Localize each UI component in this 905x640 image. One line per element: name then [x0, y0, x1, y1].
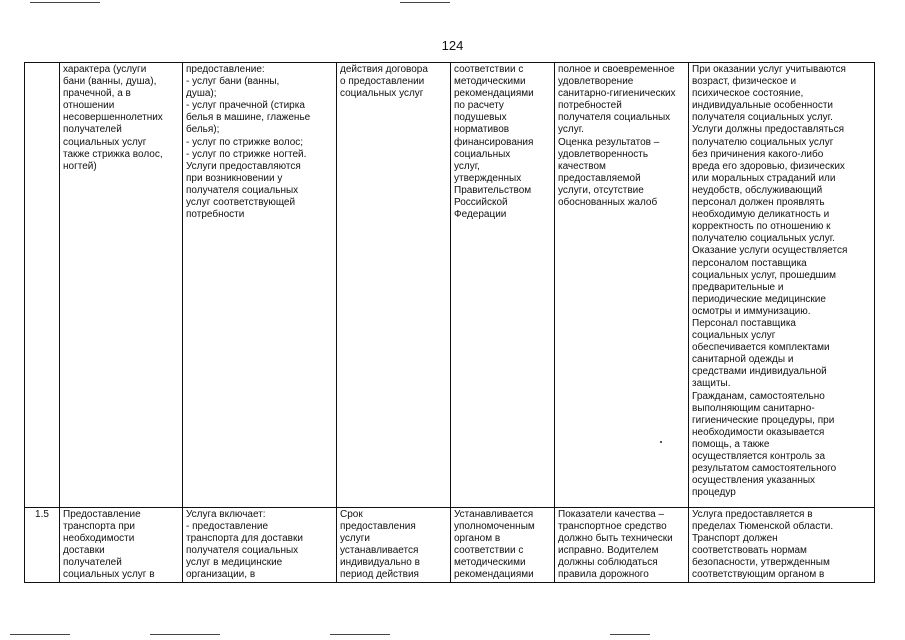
- quality-indicators-cell: Показатели качества – транспортное средство должно быть технически исправно. Водителем должны соблюдаться правила дорожного: [555, 508, 689, 583]
- scan-edge-line: [610, 634, 650, 635]
- page-number: 124: [441, 38, 464, 53]
- scan-edge-line: [400, 2, 450, 3]
- service-description-cell: Услуга включает: - предоставление транспорта для доставки получателя социальных услуг в медицинские организации, в: [183, 508, 337, 583]
- service-name-cell: Предоставление транспорта при необходимости доставки получателей социальных услуг в: [60, 508, 183, 583]
- conditions-cell: Услуга предоставляется в пределах Тюменской области. Транспорт должен соответствовать нормам безопасности, утвержденным соответствующим органом в: [689, 508, 875, 583]
- table-row: [25, 508, 875, 583]
- service-name-cell: характера (услуги бани (ванны, душа), прачечной, а в отношении несовершеннолетних получателей социальных услуг также стрижка волос, ногтей): [60, 63, 183, 508]
- scan-speck: [660, 441, 662, 443]
- service-description-cell: предоставление: - услуг бани (ванны, душа); - услуг прачечной (стирка белья в машине, глаженье белья); - услуг по стрижке волос; - услуг по стрижке ногтей. Услуги предоставляются при возникновении у получателя социальных услуг соответствующей потребности: [183, 63, 337, 508]
- service-cost-cell: Устанавливается уполномоченным органом в соответствии с методическими рекомендациями: [451, 508, 555, 583]
- quality-indicators-cell: полное и своевременное удовлетворение санитарно-гигиенических потребностей получателя социальных услуг. Оценка результатов – удовлетворенность качеством предоставляемой услуги, отсутствие обоснованных жалоб: [555, 63, 689, 508]
- service-term-cell: действия договора о предоставлении социальных услуг: [337, 63, 451, 508]
- scan-edge-line: [10, 634, 70, 635]
- row-number-cell: 1.5: [25, 508, 60, 583]
- table-row: [25, 63, 875, 508]
- conditions-cell: При оказании услуг учитываются возраст, физическое и психическое состояние, индивидуальные особенности получателя социальных услуг. Услуги должны предоставляться получателю социальных услуг без причинения какого-либо вреда его здоровью, физических или моральных страданий или неудобств, обслуживающий персонал должен проявлять необходимую деликатность и корректность по отношению к получателю социальных услуг. Оказание услуги осуществляется персоналом поставщика социальных услуг, прошедшим предварительные и периодические медицинские осмотры и иммунизацию. Персонал поставщика социальных услуг обеспечивается комплектами санитарной одежды и средствами индивидуальной защиты. Гражданам, самостоятельно выполняющим санитарно- гигиенические процедуры, при необходимости оказывается помощь, а также осуществляется контроль за результатом самостоятельного осуществления указанных процедур: [689, 63, 875, 508]
- service-term-cell: Срок предоставления услуги устанавливается индивидуально в период действия: [337, 508, 451, 583]
- scan-edge-line: [30, 2, 100, 3]
- services-table: [24, 62, 875, 583]
- scan-edge-line: [150, 634, 220, 635]
- row-number-cell: [25, 63, 60, 508]
- service-cost-cell: соответствии с методическими рекомендациями по расчету подушевых нормативов финансирования социальных услуг, утвержденных Правительством Российской Федерации: [451, 63, 555, 508]
- scan-edge-line: [330, 634, 390, 635]
